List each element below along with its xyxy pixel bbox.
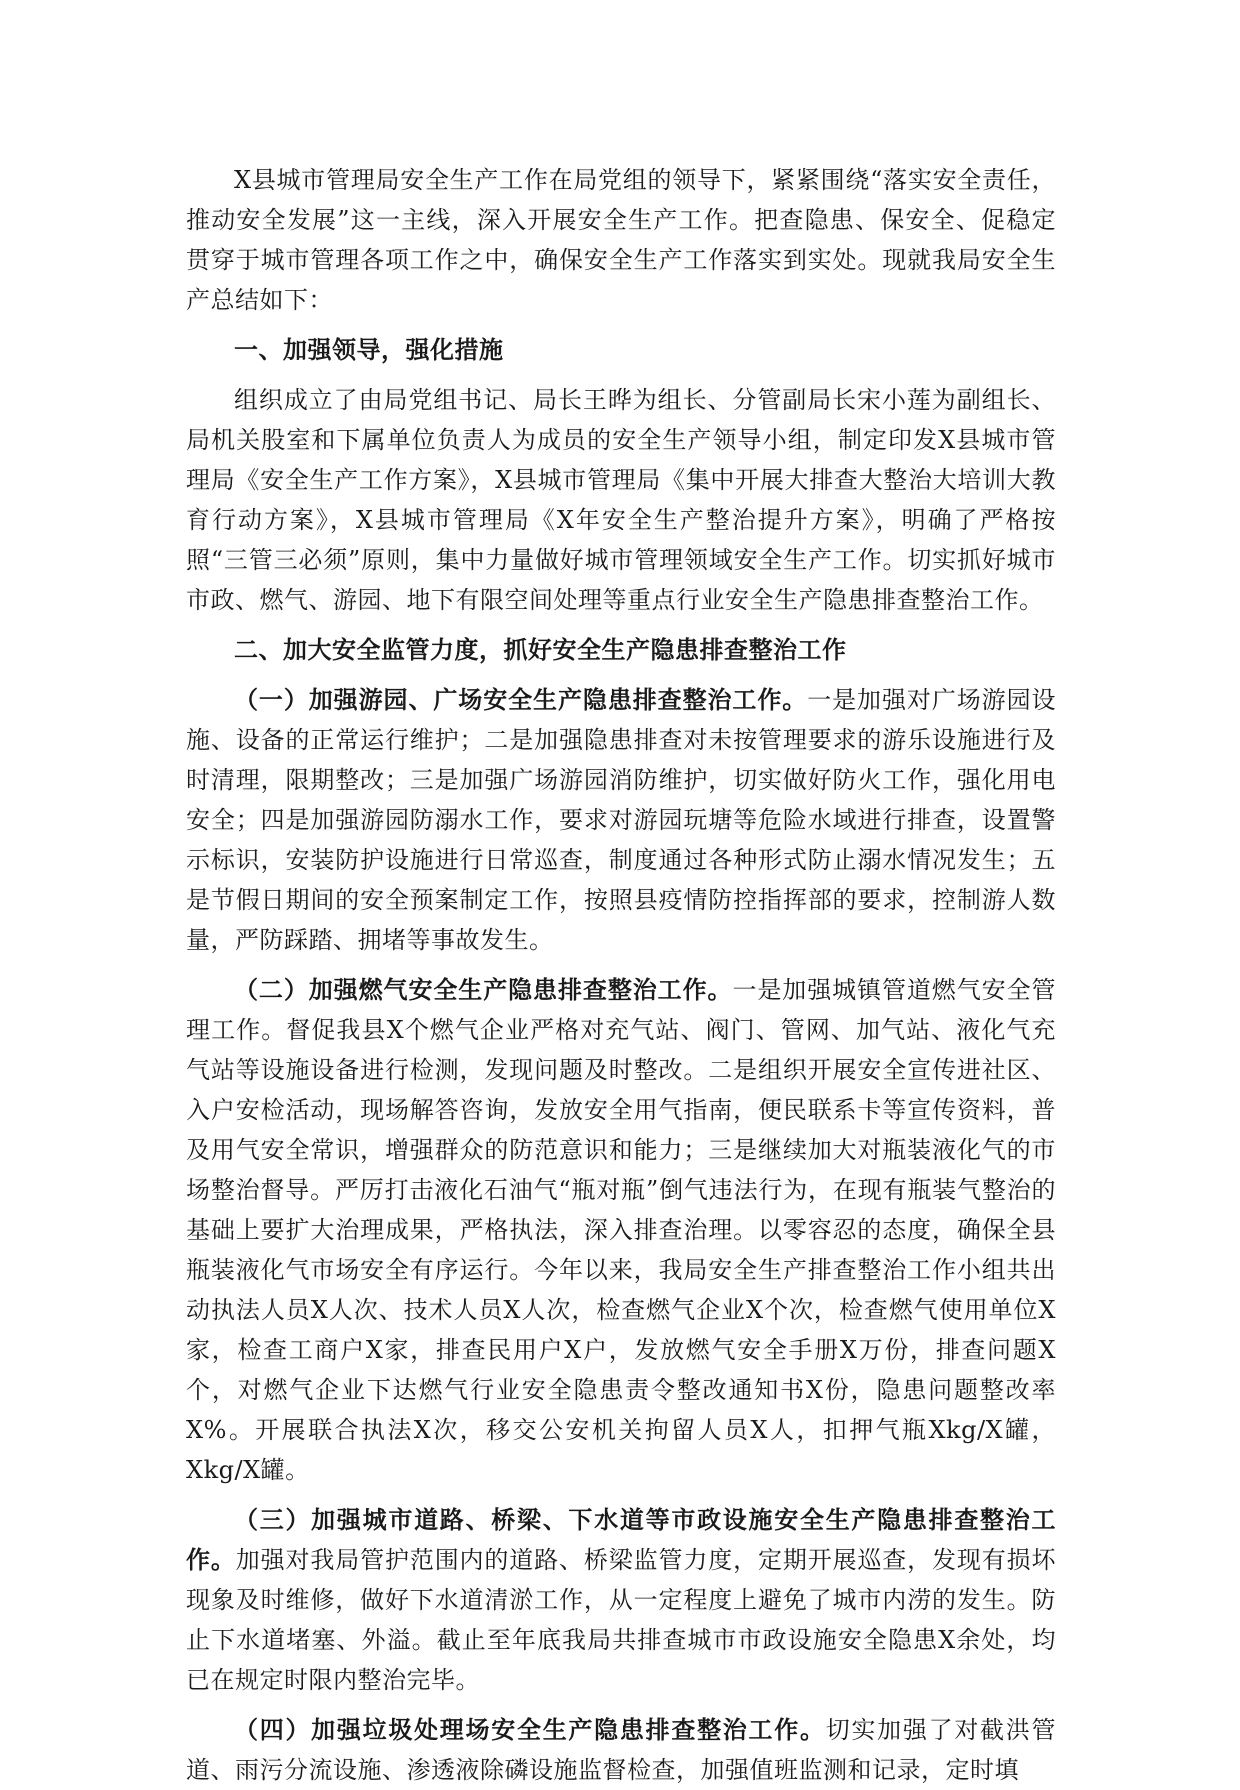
section-2-heading: 二、加大安全监管力度，抓好安全生产隐患排查整治工作 bbox=[234, 635, 847, 664]
section-1-paragraph: 组织成立了由局党组书记、局长王晔为组长、分管副局长宋小莲为副组长、局机关股室和下属单位负责人为成员的安全生产领导小组，制定印发X县城市管理局《安全生产工作方案》，X县城市管理局《集中开展大排查大整治大培训大教育行动方案》，X县城市管理局《X年安全生产整治提升方案》，明确了严格按照“三管三必须”原则，集中力量做好城市管理领域安全生产工作。切实抓好城市市政、燃气、游园、地下有限空间处理等重点行业安全生产隐患排查整治工作。 bbox=[186, 386, 1056, 614]
subsection-paragraph bbox=[186, 1500, 1056, 1700]
section-1-heading: 一、加强领导，强化措施 bbox=[234, 335, 504, 364]
subsection-body: 切实加强了对截洪管道、雨污分流设施、渗透液除磷设施监督检查，加强值班监测和记录，定时填 bbox=[186, 1716, 1057, 1784]
subsection-lead: （四）加强垃圾处理场安全生产隐患排查整治工作。 bbox=[234, 1715, 826, 1744]
subsection-paragraph bbox=[186, 1710, 1056, 1790]
subsection-lead: （一）加强游园、广场安全生产隐患排查整治工作。 bbox=[234, 685, 808, 714]
document-page bbox=[186, 160, 1056, 1790]
subsection-body: 一是加强城镇管道燃气安全管理工作。督促我县X个燃气企业严格对充气站、阀门、管网、加气站、液化气充气站等设施设备进行检测，发现问题及时整改。二是组织开展安全宣传进社区、入户安检活动，现场解答咨询，发放安全用气指南，便民联系卡等宣传资料，普及用气安全常识，增强群众的防范意识和能力；三是继续加大对瓶装液化气的市场整治督导。严厉打击液化石油气“瓶对瓶”倒气违法行为，在现有瓶装气整治的基础上要扩大治理成果，严格执法，深入排查治理。以零容忍的态度，确保全县瓶装液化气市场安全有序运行。今年以来，我局安全生产排查整治工作小组共出动执法人员X人次、技术人员X人次，检查燃气企业X个次，检查燃气使用单位X家，检查工商户X家，排查民用户X户，发放燃气安全手册X万份，排查问题X个，对燃气企业下达燃气行业安全隐患责令整改通知书X份，隐患问题整改率X%。开展联合执法X次，移交公安机关拘留人员X人，扣押气瓶Xkg/X罐，Xkg/X罐。 bbox=[186, 976, 1056, 1484]
subsection-paragraph bbox=[186, 970, 1056, 1490]
subsection-lead: （三）加强城市道路、桥梁、下水道等市政设施安全生产隐患排查整治工作。 bbox=[186, 1505, 1056, 1574]
subsection-body: 一是加强对广场游园设施、设备的正常运行维护；二是加强隐患排查对未按管理要求的游乐设施进行及时清理，限期整改；三是加强广场游园消防维护，切实做好防火工作，强化用电安全；四是加强游园防溺水工作，要求对游园玩塘等危险水域进行排查，设置警示标识，安装防护设施进行日常巡查，制度通过各种形式防止溺水情况发生；五是节假日期间的安全预案制定工作，按照县疫情防控指挥部的要求，控制游人数量，严防踩踏、拥堵等事故发生。 bbox=[186, 686, 1056, 954]
subsection-body: 加强对我局管护范围内的道路、桥梁监管力度，定期开展巡查，发现有损坏现象及时维修，做好下水道清淤工作，从一定程度上避免了城市内涝的发生。防止下水道堵塞、外溢。截止至年底我局共排查城市市政设施安全隐患X余处，均已在规定时限内整治完毕。 bbox=[186, 1546, 1057, 1694]
subsection-lead: （二）加强燃气安全生产隐患排查整治工作。 bbox=[234, 975, 733, 1004]
subsection-paragraph bbox=[186, 680, 1056, 960]
intro-paragraph: X县城市管理局安全生产工作在局党组的领导下，紧紧围绕“落实安全责任，推动安全发展”这一主线，深入开展安全生产工作。把查隐患、保安全、促稳定贯穿于城市管理各项工作之中，确保安全生产工作落实到实处。现就我局安全生产总结如下： bbox=[186, 166, 1056, 314]
